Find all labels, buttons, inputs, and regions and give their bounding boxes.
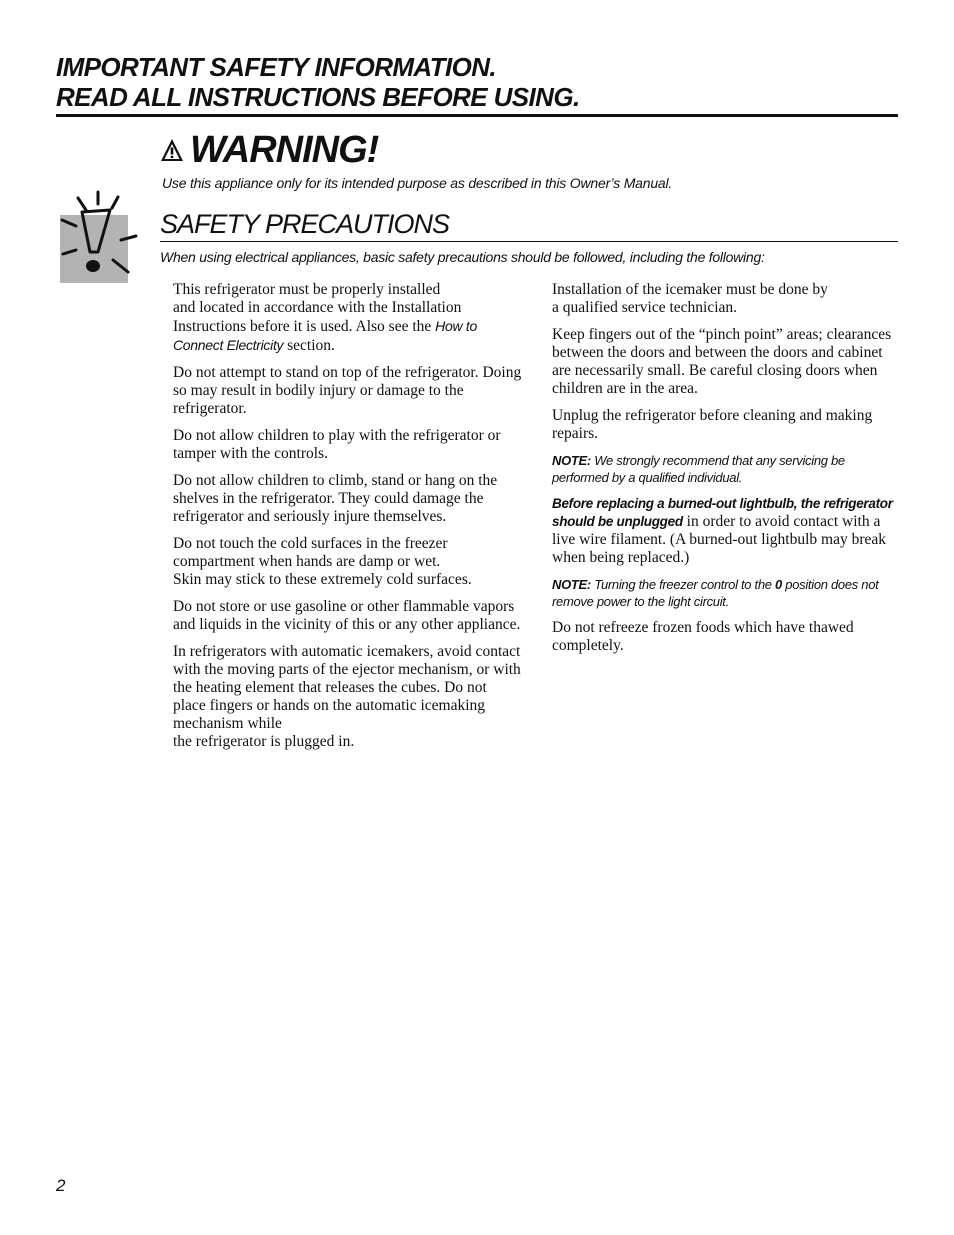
control-position: 0: [775, 577, 782, 592]
header-line-1: IMPORTANT SAFETY INFORMATION.: [56, 52, 496, 82]
note-text: Turning the freezer control to the: [590, 577, 776, 592]
section-intro: When using electrical appliances, basic safety precautions should be followed, including the following:: [160, 249, 765, 265]
note-text: position does not remove power to the light circuit.: [552, 577, 879, 609]
text-line: in order to avoid contact with a live wire filament. (A burned-out lightbulb may break when being replaced.): [552, 513, 887, 566]
emphasis-text: Before replacing a burned-out lightbulb, the refrigerator should be unplugged: [552, 496, 893, 529]
text-line: Do not touch the cold surfaces in the freezer: [173, 535, 448, 552]
text-line: This refrigerator must be properly installed: [173, 281, 441, 298]
paragraph-cold-surfaces: [173, 535, 523, 589]
paragraph-unplug: Unplug the refrigerator before cleaning and making repairs.: [552, 407, 873, 442]
left-column: [173, 281, 523, 760]
paragraph-children-climb: Do not allow children to climb, stand or hang on the shelves in the refrigerator. They could damage the refrigerator and seriously injure themselves.: [173, 472, 498, 525]
section-reference: How to: [435, 318, 477, 334]
note-label: NOTE:: [552, 453, 591, 468]
paragraph-icemaker-install: [552, 281, 898, 317]
paragraph-stand: Do not attempt to stand on top of the refrigerator. Doing so may result in bodily injury or damage to the refrigerator.: [173, 364, 522, 417]
note-freezer-control: [552, 576, 898, 610]
warning-text: WARNING!: [190, 129, 379, 171]
text-line: Installation of the icemaker must be done by: [552, 281, 828, 298]
section-reference: Connect Electricity: [173, 337, 284, 353]
text-line: In refrigerators with automatic icemakers, avoid contact with the moving parts of the ejector mechanism, or with the heating element that releases the cubes. Do not place fingers or hands on the automatic icemaking mechanism while: [173, 643, 521, 732]
section-heading: SAFETY PRECAUTIONS: [160, 208, 898, 242]
text-line: the refrigerator is plugged in.: [173, 733, 355, 750]
text-line: Skin may stick to these extremely cold surfaces.: [173, 571, 472, 588]
paragraph-children-play: Do not allow children to play with the refrigerator or tamper with the controls.: [173, 427, 501, 462]
page-header: [56, 52, 898, 117]
exclamation-burst-icon: [58, 190, 138, 285]
text-line: a qualified service technician.: [552, 299, 738, 316]
paragraph-lightbulb: [552, 495, 898, 567]
text-line: section.: [283, 337, 335, 354]
text-line: Instructions before it is used. Also see the: [173, 318, 436, 335]
warning-subtitle: Use this appliance only for its intended purpose as described in this Owner’s Manual.: [162, 175, 673, 191]
header-line-2: READ ALL INSTRUCTIONS BEFORE USING.: [56, 82, 580, 112]
paragraph-icemakers: [173, 643, 523, 751]
page-number: 2: [56, 1176, 66, 1195]
text-line: and located in accordance with the Installation: [173, 299, 462, 316]
paragraph-installation: [173, 281, 523, 355]
warning-triangle-icon: [160, 138, 184, 162]
right-column: [552, 281, 898, 664]
note-text: We strongly recommend that any servicing be performed by a qualified individual.: [552, 453, 845, 485]
note-servicing: [552, 452, 898, 486]
paragraph-pinch-point: Keep fingers out of the “pinch point” areas; clearances between the doors and between the doors and cabinet are necessarily small. Be careful closing doors when children are in the area.: [552, 326, 892, 397]
paragraph-refreeze: Do not refreeze frozen foods which have thawed completely.: [552, 619, 854, 654]
warning-title: [160, 128, 378, 172]
note-label: NOTE:: [552, 577, 591, 592]
paragraph-gasoline: Do not store or use gasoline or other flammable vapors and liquids in the vicinity of this or any other appliance.: [173, 598, 521, 633]
text-line: compartment when hands are damp or wet.: [173, 553, 441, 570]
